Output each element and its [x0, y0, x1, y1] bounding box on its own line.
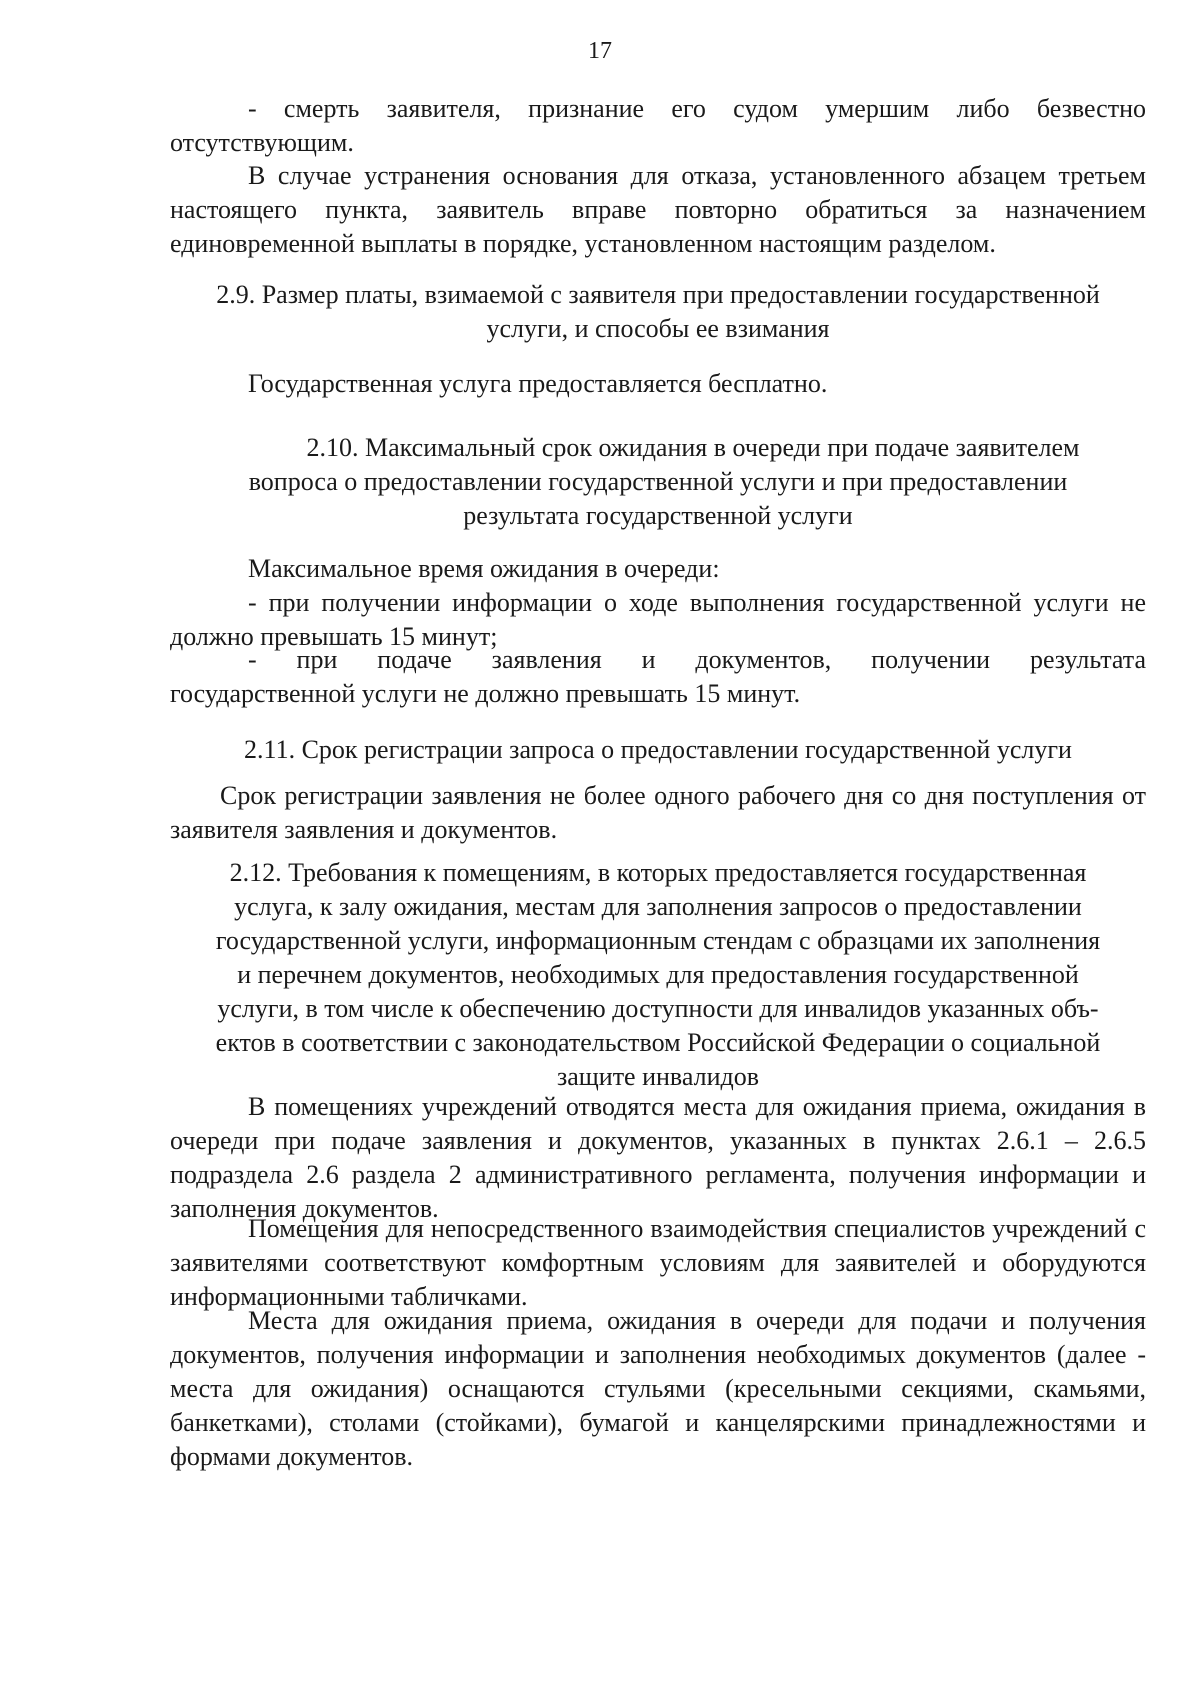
paragraph-waiting-places: Места для ожидания приема, ожидания в очереди для подачи и получения документов, получения информации и заполнения необходимых документов (далее - места для ожидания) оснащаются стульями (кресельными секциями, скамьями, банкетками), столами (стойками), бумагой и канцелярскими принадлежностями и формами документов.: [170, 1306, 1146, 1471]
heading-2-12-line: услуга, к залу ожидания, местам для заполнения запросов о предоставлении: [234, 892, 1082, 921]
paragraph-info-wait: - при получении информации о ходе выполнения государственной услуги не должно превышать 15 минут;: [170, 588, 1146, 651]
paragraph-repeat-application: В случае устранения основания для отказа, установленного абзацем третьем настоящего пункта, заявитель вправе повторно обратиться за назначением единовременной выплаты в порядке, установленном настоящим разделом.: [170, 161, 1146, 258]
heading-2-12-line: защите инвалидов: [556, 1062, 760, 1091]
heading-2-10-line: 2.10. Максимальный срок ожидания в очереди при подаче заявителем: [306, 433, 1080, 462]
paragraph-max-wait: Максимальное время ожидания в очереди:: [248, 554, 720, 583]
heading-2-10-line: результата государственной услуги: [463, 501, 853, 530]
paragraph-submit-wait-line: государственной услуги не должно превышать 15 минут.: [170, 679, 801, 708]
paragraph-interaction-rooms: Помещения для непосредственного взаимодействия специалистов учреждений с заявителями соответствуют комфортным условиям для заявителей и оборудуются информационными табличками.: [170, 1214, 1146, 1311]
heading-2-12-line: 2.12. Требования к помещениям, в которых предоставляется государственная: [229, 858, 1087, 887]
heading-2-9: [170, 278, 1146, 346]
heading-2-12-line: ектов в соответствии с законодательством Российской Федерации о социальной: [215, 1028, 1101, 1057]
heading-2-12-line: услуги, в том числе к обеспечению доступности для инвалидов указанных объ-: [217, 994, 1099, 1023]
paragraph-free-service: Государственная услуга предоставляется бесплатно.: [248, 369, 828, 398]
heading-2-9-line: 2.9. Размер платы, взимаемой с заявителя при предоставлении государственной: [216, 280, 1100, 309]
paragraph-submit-wait: [170, 643, 1146, 711]
paragraph-waiting-rooms: В помещениях учреждений отводятся места для ожидания приема, ожидания в очереди при подаче заявления и документов, указанных в пунктах 2.6.1 – 2.6.5 подраздела 2.6 раздела 2 административного регламента, получения информации и заполнения документов.: [170, 1092, 1146, 1223]
paragraph-death: - смерть заявителя, признание его судом умершим либо безвестно отсутствующим.: [170, 94, 1146, 157]
heading-2-11: 2.11. Срок регистрации запроса о предоставлении государственной услуги: [244, 735, 1072, 764]
page-number: 17: [588, 38, 612, 64]
paragraph-submit-wait-line: - при подаче заявления и документов, получении результата: [248, 645, 1146, 674]
heading-2-12-line: государственной услуги, информационным стендам с образцами их заполнения: [215, 926, 1101, 955]
heading-2-12: [170, 856, 1146, 1094]
heading-2-10: [170, 431, 1146, 533]
heading-2-12-line: и перечнем документов, необходимых для предоставления государственной: [237, 960, 1079, 989]
heading-2-10-line: вопроса о предоставлении государственной услуги и при предоставлении: [248, 467, 1068, 496]
heading-2-9-line: услуги, и способы ее взимания: [486, 314, 830, 343]
paragraph-registration-term: Срок регистрации заявления не более одного рабочего дня со дня поступления от заявителя заявления и документов.: [170, 781, 1146, 844]
